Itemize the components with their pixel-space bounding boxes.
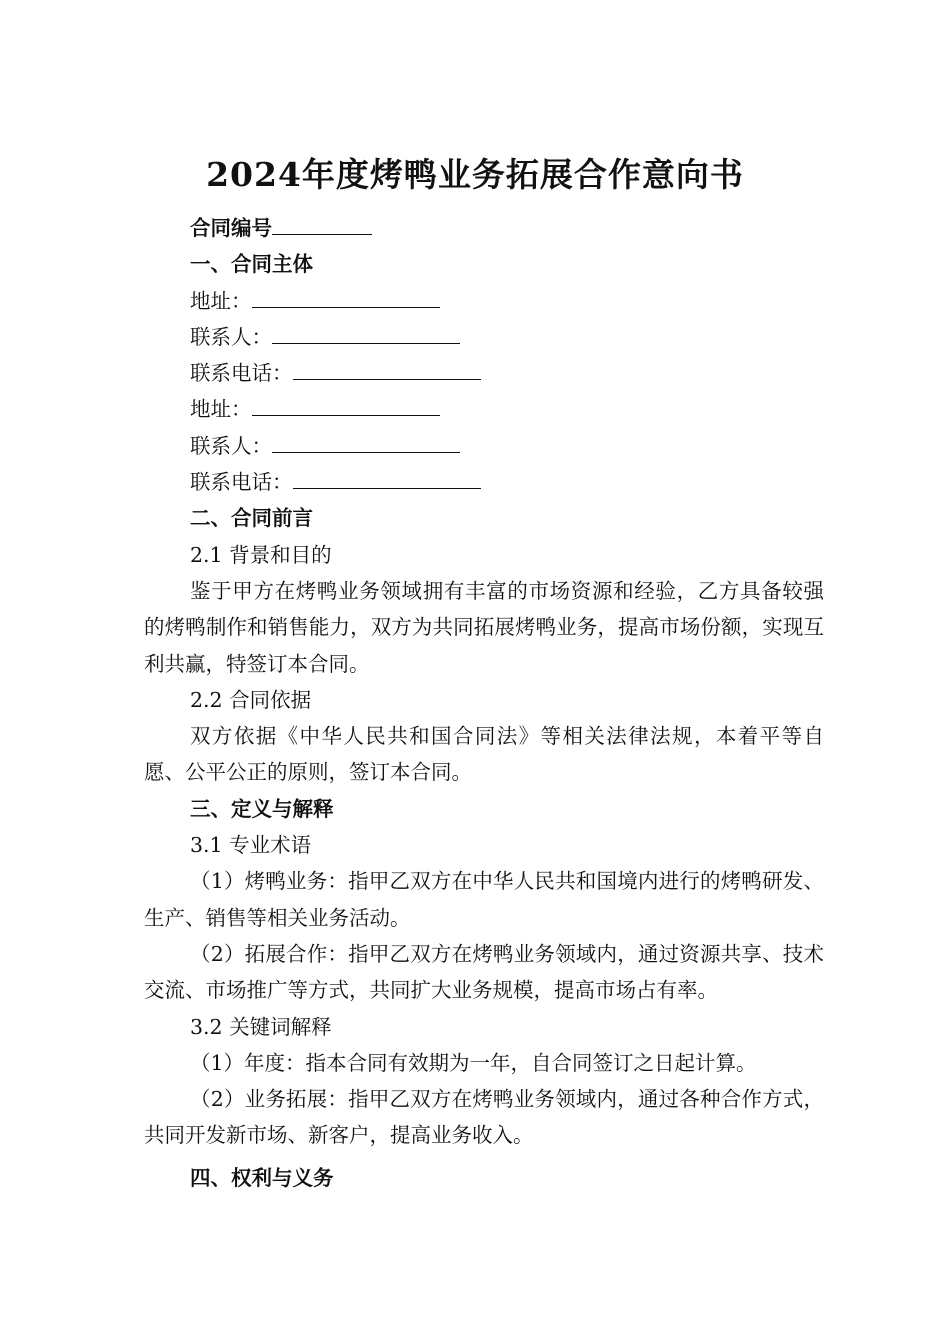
section-1-heading: 一、合同主体 — [190, 252, 313, 277]
party-a-address-blank — [252, 285, 440, 308]
section-3-heading: 三、定义与解释 — [190, 796, 334, 821]
party-a-contact-line — [144, 319, 824, 355]
contract-number-line — [144, 210, 824, 246]
party-b-address-label: 地址： — [190, 397, 252, 422]
party-a-phone-line — [144, 355, 824, 391]
contract-number-blank — [272, 212, 372, 235]
section-2-1-text: 鉴于甲方在烤鸭业务领域拥有丰富的市场资源和经验，乙方具备较强的烤鸭制作和销售能力，双方为共同拓展烤鸭业务，提高市场份额，实现互利共赢，特签订本合同。 — [144, 578, 824, 676]
party-a-phone-blank — [293, 357, 481, 380]
party-b-phone-blank — [293, 466, 481, 489]
party-b-phone-line — [144, 464, 824, 500]
document-body — [144, 210, 824, 1196]
section-2-heading: 二、合同前言 — [190, 506, 313, 531]
party-b-contact-label: 联系人： — [190, 433, 272, 458]
term-2-text: （2）拓展合作：指甲乙双方在烤鸭业务领域内，通过资源共享、技术交流、市场推广等方式，共同扩大业务规模，提高市场占有率。 — [144, 941, 824, 1003]
section-2-2-text: 双方依据《中华人民共和国合同法》等相关法律法规，本着平等自愿、公平公正的原则，签订本合同。 — [144, 724, 824, 785]
party-b-contact-line — [144, 428, 824, 464]
keyword-2-text: （2）业务拓展：指甲乙双方在烤鸭业务领域内，通过各种合作方式，共同开发新市场、新客户，提高业务收入。 — [144, 1087, 824, 1148]
party-a-phone-label: 联系电话： — [190, 361, 293, 386]
section-2-2-title: 2.2 合同依据 — [190, 687, 312, 712]
term-1-text: （1）烤鸭业务：指甲乙双方在中华人民共和国境内进行的烤鸭研发、生产、销售等相关业务活动。 — [144, 869, 824, 930]
section-4-heading: 四、权利与义务 — [190, 1165, 334, 1190]
section-3-2-title: 3.2 关键词解释 — [190, 1014, 332, 1039]
party-b-contact-blank — [272, 430, 460, 453]
section-2-1-title: 2.1 背景和目的 — [190, 542, 332, 567]
party-b-address-blank — [252, 393, 440, 416]
keyword-1-text: （1）年度：指本合同有效期为一年，自合同签订之日起计算。 — [190, 1050, 757, 1075]
party-a-address-line — [144, 283, 824, 319]
party-a-contact-blank — [272, 321, 460, 344]
party-a-address-label: 地址： — [190, 288, 252, 313]
document-title: 2024年度烤鸭业务拓展合作意向书 — [206, 155, 744, 194]
party-a-contact-label: 联系人： — [190, 324, 272, 349]
contract-number-label: 合同编号 — [190, 216, 272, 240]
section-3-1-title: 3.1 专业术语 — [190, 833, 312, 858]
party-b-address-line — [144, 391, 824, 427]
party-b-phone-label: 联系电话： — [190, 470, 293, 495]
